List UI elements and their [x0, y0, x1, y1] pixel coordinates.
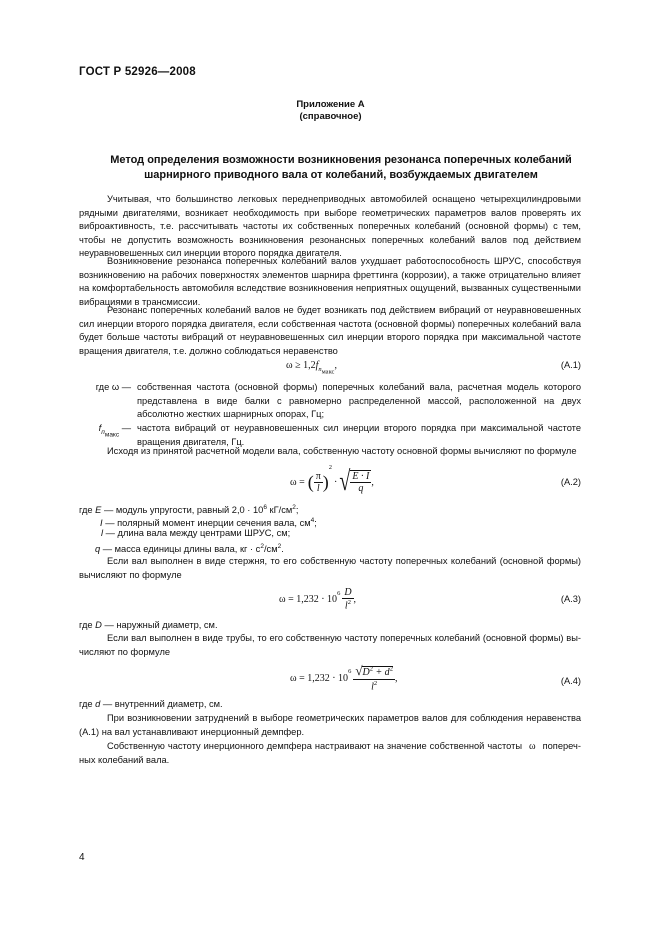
section-title: [90, 153, 592, 183]
definition-omega-text: собственная частота (основной формы) поперечных колебаний вала, расчетная модель которого представлена в виде балки с равномерно распределенной массой, расположенной на двух абсолютно жестких шарнирных опорах, Гц;: [137, 382, 581, 420]
title-line-1: Метод определения возможности возникновения резонанса поперечных колебаний: [110, 154, 572, 166]
paragraph-4: Исходя из принятой расчетной модели вала, собственную частоту основной формы вычисляют по формуле: [107, 446, 577, 456]
paragraph-6: Если вал выполнен в виде трубы, то его собственную частоту поперечных колебаний (основной формы) вычисляют по формуле: [79, 633, 581, 657]
formula-a4: ω = 1,232 · 10 $^6$ $\frac{√D^2 + d^2}{l^2}$ ,: [290, 663, 398, 693]
formula-a4-number: (А.4): [560, 676, 581, 686]
definition-E: где E — модуль упругости, равный $2,0 \cdot 10^6$ $кГ/см^2$;: [79, 504, 299, 516]
definition-omega: [79, 381, 581, 423]
paragraph-1: Учитывая, что большинство легковых переднеприводных автомобилей оснащено четырехцилиндровыми рядными двигателями, возникает необходимость при выборе геометрических параметров валов проверять их виброактивность, т.е. рассчитывать частоты их собственных поперечных колебаний (основной формы) с тем, чтобы не допустить возможность возникновения резонансных поперечных колебаний валов под действием неуравновешенных сил инерции второго порядка двигателя.: [79, 194, 581, 259]
title-line-2: шарнирного приводного вала от колебаний, возбуждаемых двигателем: [144, 169, 538, 181]
paragraph-8: Собственную частоту инерционного демпфера настраивают на значение собственной частоты ω поперечных колебаний вала.: [79, 741, 581, 765]
paragraph-2: Возникновение резонанса поперечных колебаний валов ухудшает работоспособность ШРУС, способствуя возникновению на рабочих поверхностях элементов шарнира фреттинга (коррозии), а также отрицательно влияет на комфортабельность автомобиля вследствие возникновения неприятных ощущений, вызванных существенными вибрациями в трансмиссии.: [79, 256, 581, 307]
formula-a1: $\omega \ge 1,2f_{п_{макс}}$,: [286, 360, 337, 376]
definition-f-text: частота вибраций от неуравновешенных сил инерции второго порядка при максимальной частоте вращения двигателя, Гц.: [137, 423, 581, 447]
definition-d: где d — внутренний диаметр, см.: [79, 699, 223, 709]
formula-a3-number: (А.3): [560, 594, 581, 604]
definition-f-label: $f_{п_{макс}}$ —: [98, 423, 131, 439]
formula-a2-number: (А.2): [560, 477, 581, 487]
paragraph-5: Если вал выполнен в виде стержня, то его собственную частоту поперечных колебаний (основной формы) вычисляют по формуле: [79, 556, 581, 580]
formula-a2: ω = ( $\frac{\pi}{l}$ ) 2 · √ $\frac{E \cdot I}{q}$ ,: [290, 464, 374, 497]
definition-I: I — полярный момент инерции сечения вала, $см^4$;: [100, 517, 317, 529]
paragraph-7: При возникновении затруднений в выборе геометрических параметров валов для соблюдения неравенства (А.1) на вал устанавливают инерционный демпфер.: [79, 713, 581, 737]
definition-q: q — масса единицы длины вала, кг · $с^2/см^2$.: [95, 543, 284, 555]
appendix-kind: (справочное): [299, 111, 362, 122]
formula-a3: ω = 1,232 · 10 $^6$ $\frac{D}{l^2}$ ,: [279, 586, 357, 612]
document-header: ГОСТ Р 52926—2008: [79, 66, 196, 78]
formula-a1-number: (А.1): [560, 360, 581, 370]
definition-D: где D — наружный диаметр, см.: [79, 620, 218, 630]
paragraph-3: Резонанс поперечных колебаний валов не будет возникать под действием вибраций от неуравновешенных сил инерции второго порядка двигателя, если собственная частота (основной формы) поперечных колебаний вала будет больше частоты вибраций от неуравновешенных сил инерции второго порядка при максимальной частоте вращения двигателя, т.е. должно соблюдаться неравенство: [79, 305, 581, 356]
definition-omega-label: где ω —: [95, 382, 131, 392]
page-number: 4: [79, 852, 85, 863]
definition-l: l — длина вала между центрами ШРУС, см;: [101, 528, 291, 538]
appendix-label: Приложение А: [296, 99, 365, 110]
